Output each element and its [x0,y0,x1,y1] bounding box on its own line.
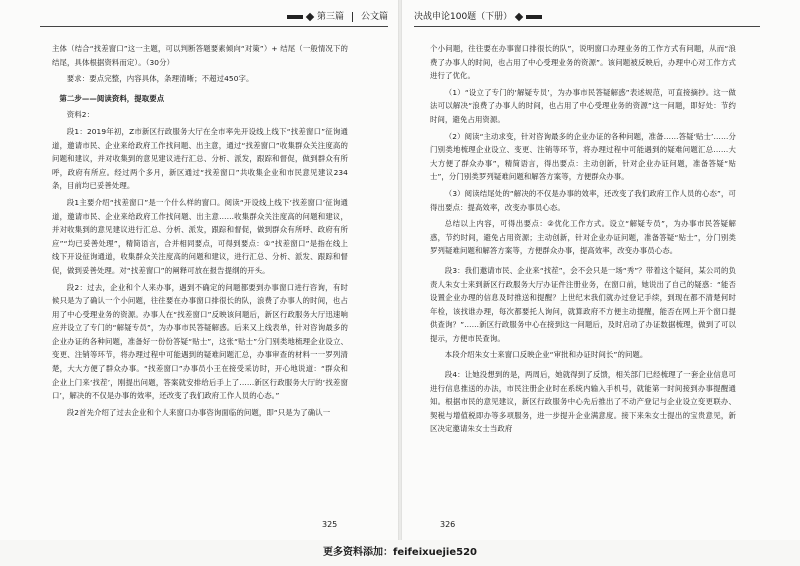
left-header-rule [40,26,388,27]
left-paragraph: 资料2： [66,110,95,120]
right-paragraph: 本段介绍朱女士来窗口反映企业“审批和办证时间长”的问题。 [444,350,648,360]
left-header-section: 公文篇 [360,12,388,22]
right-running-header [414,10,760,24]
right-paragraph: （3）阅读结尾处的“解决的不仅是办事的效率，还改变了我们政府工作人员的心态”，可得出要点：提高效率，改变办事员心态。 [430,188,736,212]
right-paragraph: 段3：我们邀请市民、企业来“找茬”，会不会只是一场“秀”？带着这个疑问，某公司的负责人朱女士来到新区行政服务大厅办证件注册业务，在窗口前，她说出了自己的疑惑：“能否设置企业办理的信息及时推送和提醒？上世纪末我们就办过登记手续，到现在都不清楚何时年检，该找谁办理，每次都要托人询问，就算政府不方便主动提醒，能否在网上开个窗口提供查询？”……新区行政服务中心在接到这一问题后，及时启动了办证数据梳理，做到了可以提示，方便市民查询。 [430,265,736,343]
left-page-number: 325 [322,520,338,529]
header-diamond-icon [306,13,314,21]
header-bar-ornament [287,15,303,19]
left-running-header [40,10,388,24]
left-paragraph: 段1主要介绍“找差窗口”是一个什么样的窗口。阅读“开设线上线下‘找差窗口’征询通道，邀请市民、企业来给政府工作找问题、出主意……收集群众关注度高的问题和建议，并对收集到的意见建议进行汇总、分析、派发，跟踪和督促，做到群众有所呼、政府有所应”“均已妥善处理”，精简语言，合并相同要点，可得到要点：①“找差窗口”是指在线上线下开设征询通道，收集群众关注度高的问题和建议，进行汇总、分析、派发、跟踪和督促，做到妥善处理。对“找差窗口”的阐释可放在报告提纲的开头。 [52,197,348,275]
header-diamond-icon [515,13,523,21]
right-paragraph: （1）“设立了专门的‘解疑专员’，为办事市民答疑解惑”表述规范，可直接摘抄。这一做法可以解决“浪费了办事人的时间，也占用了中心受理业务的资源”这一问题，即好处：节约时间，避免占用资源。 [430,87,736,124]
resource-footer: 更多资料添加：feifeixuejie520 [323,547,477,558]
left-paragraph: 第二步——阅读资料，提取要点 [59,93,165,103]
left-header-part: 第三篇 [316,12,344,22]
left-page-body [52,42,348,422]
left-page [0,0,398,540]
right-paragraph: 总结以上内容，可得出要点：②优化工作方式。设立“解疑专员”，为办事市民答疑解惑，节约时间，避免占用资源；主动创新，针对企业办证问题，准备答疑“贴士”，分门别类罗列疑难问题和解答方案等，方便群众办事，提高效率，改变办事员心态。 [430,219,736,256]
header-separator [352,12,353,22]
left-paragraph: 主体（结合“找差窗口”这一主题，可以判断答题要素倾向“对策”）+ 结尾（一般情况下的结尾，具体根据资料而定）。（30分） [52,44,348,67]
right-page-body [430,42,736,439]
left-paragraph: 段2首先介绍了过去企业和个人来窗口办事咨询面临的问题，即“只是为了确认一 [66,407,331,417]
right-header-rule [414,26,760,27]
left-paragraph: 段1：2019年初，Z市新区行政服务大厅在全市率先开设线上线下“找差窗口”征询通道，邀请市民、企业来给政府工作找问题、出主意，通过“找差窗口”收集群众关注度高的问题和建议，并对收集到的意见建议进行汇总、分析、派发，跟踪和督促，做到群众有所呼，政府有所应。经过两个多月，新区通过“找差窗口”共收集企业和市民意见建议234条，目前均已妥善处理。 [52,126,348,191]
right-page [402,0,800,540]
left-paragraph: 要求：要点完整，内容具体，条理清晰；不超过450字。 [66,74,254,84]
right-paragraph: 个小问题，往往要在办事窗口排很长的队”，说明窗口办理业务的工作方式有问题，从而“浪费了办事人的时间，也占用了中心受理业务的资源”。该问题被反映后，办理中心对工作方式进行了优化。 [430,44,736,81]
right-paragraph: 段4：让她没想到的是，两周后，她就得到了反馈，相关部门已经梳理了一套企业信息可进行信息推送的办法，市民注册企业时在系统内输入手机号，就能第一时间接到办事提醒通知。根据市民的意见建议，新区行政服务中心先后推出了不动产登记与企业设立变更联办、契税与增值税即办等多项服务，进一步提升企业满意度。接下来朱女士提出的宝贵意见，新区决定邀请朱女士当政府 [430,370,736,434]
left-paragraph: 段2：过去，企业和个人来办事，遇到不确定的问题都要到办事窗口进行咨询，有时候只是为了确认一个小问题，往往要在办事窗口排很长的队，浪费了办事人的时间，也占用了中心受理业务的资源。办事人在“找差窗口”反映该问题后，新区行政服务大厅迅速响应并设立了专门的“解疑专员”，为办事市民答疑解惑。后来又上线表单，针对咨询最多的企业办证的各种问题，准备好一份份答疑“贴士”，这张“贴士”分门别类地梳理企业设立、变更、注销等环节，将办理过程中可能遇到的疑难问题汇总，办事审查的材料一一罗列清楚，大大方便了群众办事。“找差窗口”办事员小王在接受采访时，开心地说道：“群众和企业上门来‘找茬’，刚提出问题，答案就安排给后手上了……新区行政服务大厅的‘找差窗口’，解决的不仅是办事的效率，还改变了我们政府工作人员的心态。” [52,282,348,401]
header-bar-ornament [526,15,542,19]
right-header-book: 决战申论100题（下册） [414,12,513,22]
right-page-number: 326 [440,520,456,529]
right-paragraph: （2）阅读“主动求变，针对咨询最多的企业办证的各种问题，准备……答疑‘贴士’……分门别类地梳理企业设立、变更、注销等环节，将办理过程中可能遇到的疑难问题汇总……大大方便了群众办事”，精简语言，得出要点：主动创新，针对企业办证问题，准备答疑“贴士”，分门别类罗列疑难问题和解答方案等，方便群众办事。 [430,131,736,182]
